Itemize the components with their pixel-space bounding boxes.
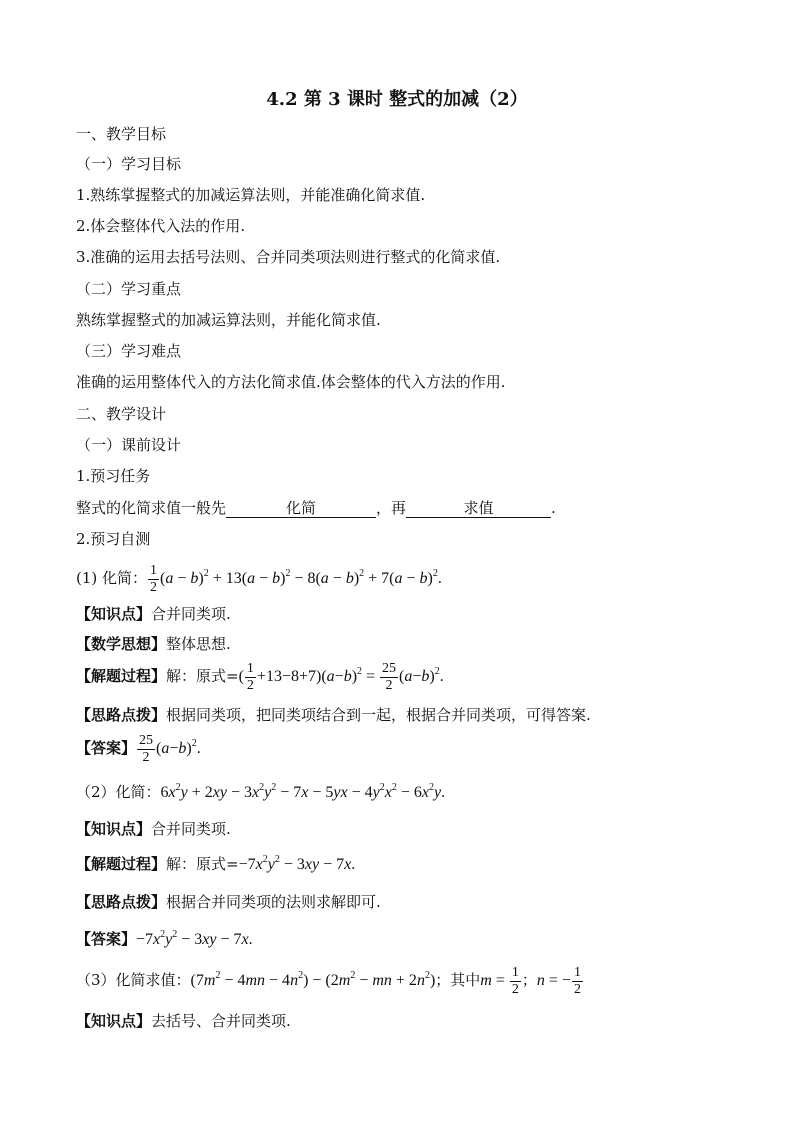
blank-1: 化简: [226, 499, 376, 518]
fraction-one-half: $\frac{1}{2}$: [150, 562, 158, 595]
label-knowledge: 【知识点】: [76, 605, 152, 623]
label-process: 【解题过程】: [76, 667, 167, 685]
label-answer: 【答案】: [76, 930, 137, 948]
q1-hint-text: 根据同类项，把同类项结合到一起，根据合并同类项，可得答案.: [166, 706, 591, 724]
q2-process: 【解题过程】解：原式$=-7x^2y^2 - 3xy - 7x$.: [76, 854, 356, 873]
q2-hint: [76, 892, 381, 912]
q1-hint: [76, 705, 591, 725]
preview-task-sentence: [76, 498, 556, 518]
fraction-25-over-2: $\frac{25}{2}$: [139, 732, 154, 765]
q1-knowledge-text: 合并同类项.: [151, 605, 231, 623]
q2-answer: 【答案】$-7x^2y^2 - 3xy - 7x$.: [76, 929, 253, 948]
subheading-learning-goals: （一）学习目标: [76, 155, 182, 173]
q1-statement: (1) 化简： $\frac{1}{2}$ $(a - b)^2 + 13(a - b)^2 - 8(a - b)^2 + 7(a - b)^2$.: [76, 562, 442, 595]
preview-text-b: ，再: [376, 499, 407, 517]
difficulty-text: 准确的运用整体代入的方法化简求值.体会整体的代入方法的作用.: [76, 373, 506, 391]
fraction-one-half: $\frac{1}{2}$: [511, 964, 519, 997]
label-knowledge: 【知识点】: [76, 1012, 152, 1030]
q3-separator: ；: [521, 971, 537, 989]
q1-process-prefix: 解：原式=: [166, 667, 239, 685]
q3-prefix: （3）化简求值：: [76, 971, 191, 989]
section-heading-design: 二、教学设计: [76, 405, 167, 423]
q2-statement: （2）化简：$6x^2y + 2xy - 3x^2y^2 - 7x - 5yx - 4y^2x^2 - 6x^2y$.: [76, 782, 446, 801]
goal-3: 3.准确的运用去括号法则、合并同类项法则进行整式的化简求值.: [76, 248, 501, 266]
preview-task-heading: 1.预习任务: [76, 467, 151, 485]
fraction-one-half: $\frac{1}{2}$: [246, 660, 254, 693]
subheading-difficulties: （三）学习难点: [76, 342, 182, 360]
q3-statement: （3）化简求值：$(7m^2 - 4mn - 4n^2) - (2m^2$ − mn + $2n^2$)；其中m = $\frac{1}{2}$ ；n = − $\frac{1}{2}$: [76, 964, 581, 997]
preview-text-a: 整式的化简求值一般先: [76, 499, 227, 517]
goal-1: 1.熟练掌握整式的加减运算法则，并能准确化简求值.: [76, 186, 426, 204]
blank-2: 求值: [406, 499, 551, 518]
q2-process-prefix: 解：原式=: [166, 855, 239, 873]
preview-text-c: .: [551, 499, 556, 517]
q2-prefix: （2）化简：: [76, 783, 161, 801]
key-point-text: 熟练掌握整式的加减运算法则，并能化简求值.: [76, 311, 381, 329]
q2-knowledge-text: 合并同类项.: [151, 820, 231, 838]
document-title: 4.2 第 3 课时 整式的加减（2）: [266, 89, 528, 110]
q3-knowledge: [76, 1011, 291, 1031]
label-knowledge: 【知识点】: [76, 820, 152, 838]
fraction-one-half: $\frac{1}{2}$: [573, 964, 581, 997]
q2-hint-text: 根据合并同类项的法则求解即可.: [166, 893, 381, 911]
q2-knowledge: [76, 819, 231, 839]
q1-prefix: (1) 化简：: [76, 569, 148, 587]
q1-knowledge: [76, 604, 231, 624]
label-hint: 【思路点拨】: [76, 893, 167, 911]
q3-knowledge-text: 去括号、合并同类项.: [151, 1012, 291, 1030]
q1-math-idea: [76, 634, 231, 654]
q1-math-idea-text: 整体思想.: [166, 635, 231, 653]
subheading-pre-class: （一）课前设计: [76, 436, 182, 454]
fraction-25-over-2: $\frac{25}{2}$: [382, 660, 397, 693]
label-process: 【解题过程】: [76, 855, 167, 873]
self-test-heading: 2.预习自测: [76, 530, 151, 548]
goal-2: 2.体会整体代入法的作用.: [76, 217, 246, 235]
q3-where: ；其中: [435, 971, 481, 989]
subheading-key-points: （二）学习重点: [76, 280, 182, 298]
q1-process: 【解题过程】解：原式=( $\frac{1}{2}$ $+13-8+7)(a-b)^2$ = $\frac{25}{2}$ $(a-b)^2$.: [76, 660, 444, 693]
label-math-idea: 【数学思想】: [76, 635, 167, 653]
label-answer: 【答案】: [76, 739, 137, 757]
label-hint: 【思路点拨】: [76, 706, 167, 724]
q1-answer: 【答案】 $\frac{25}{2}$ $(a-b)^2$.: [76, 732, 201, 765]
section-heading-goals: 一、教学目标: [76, 125, 167, 143]
